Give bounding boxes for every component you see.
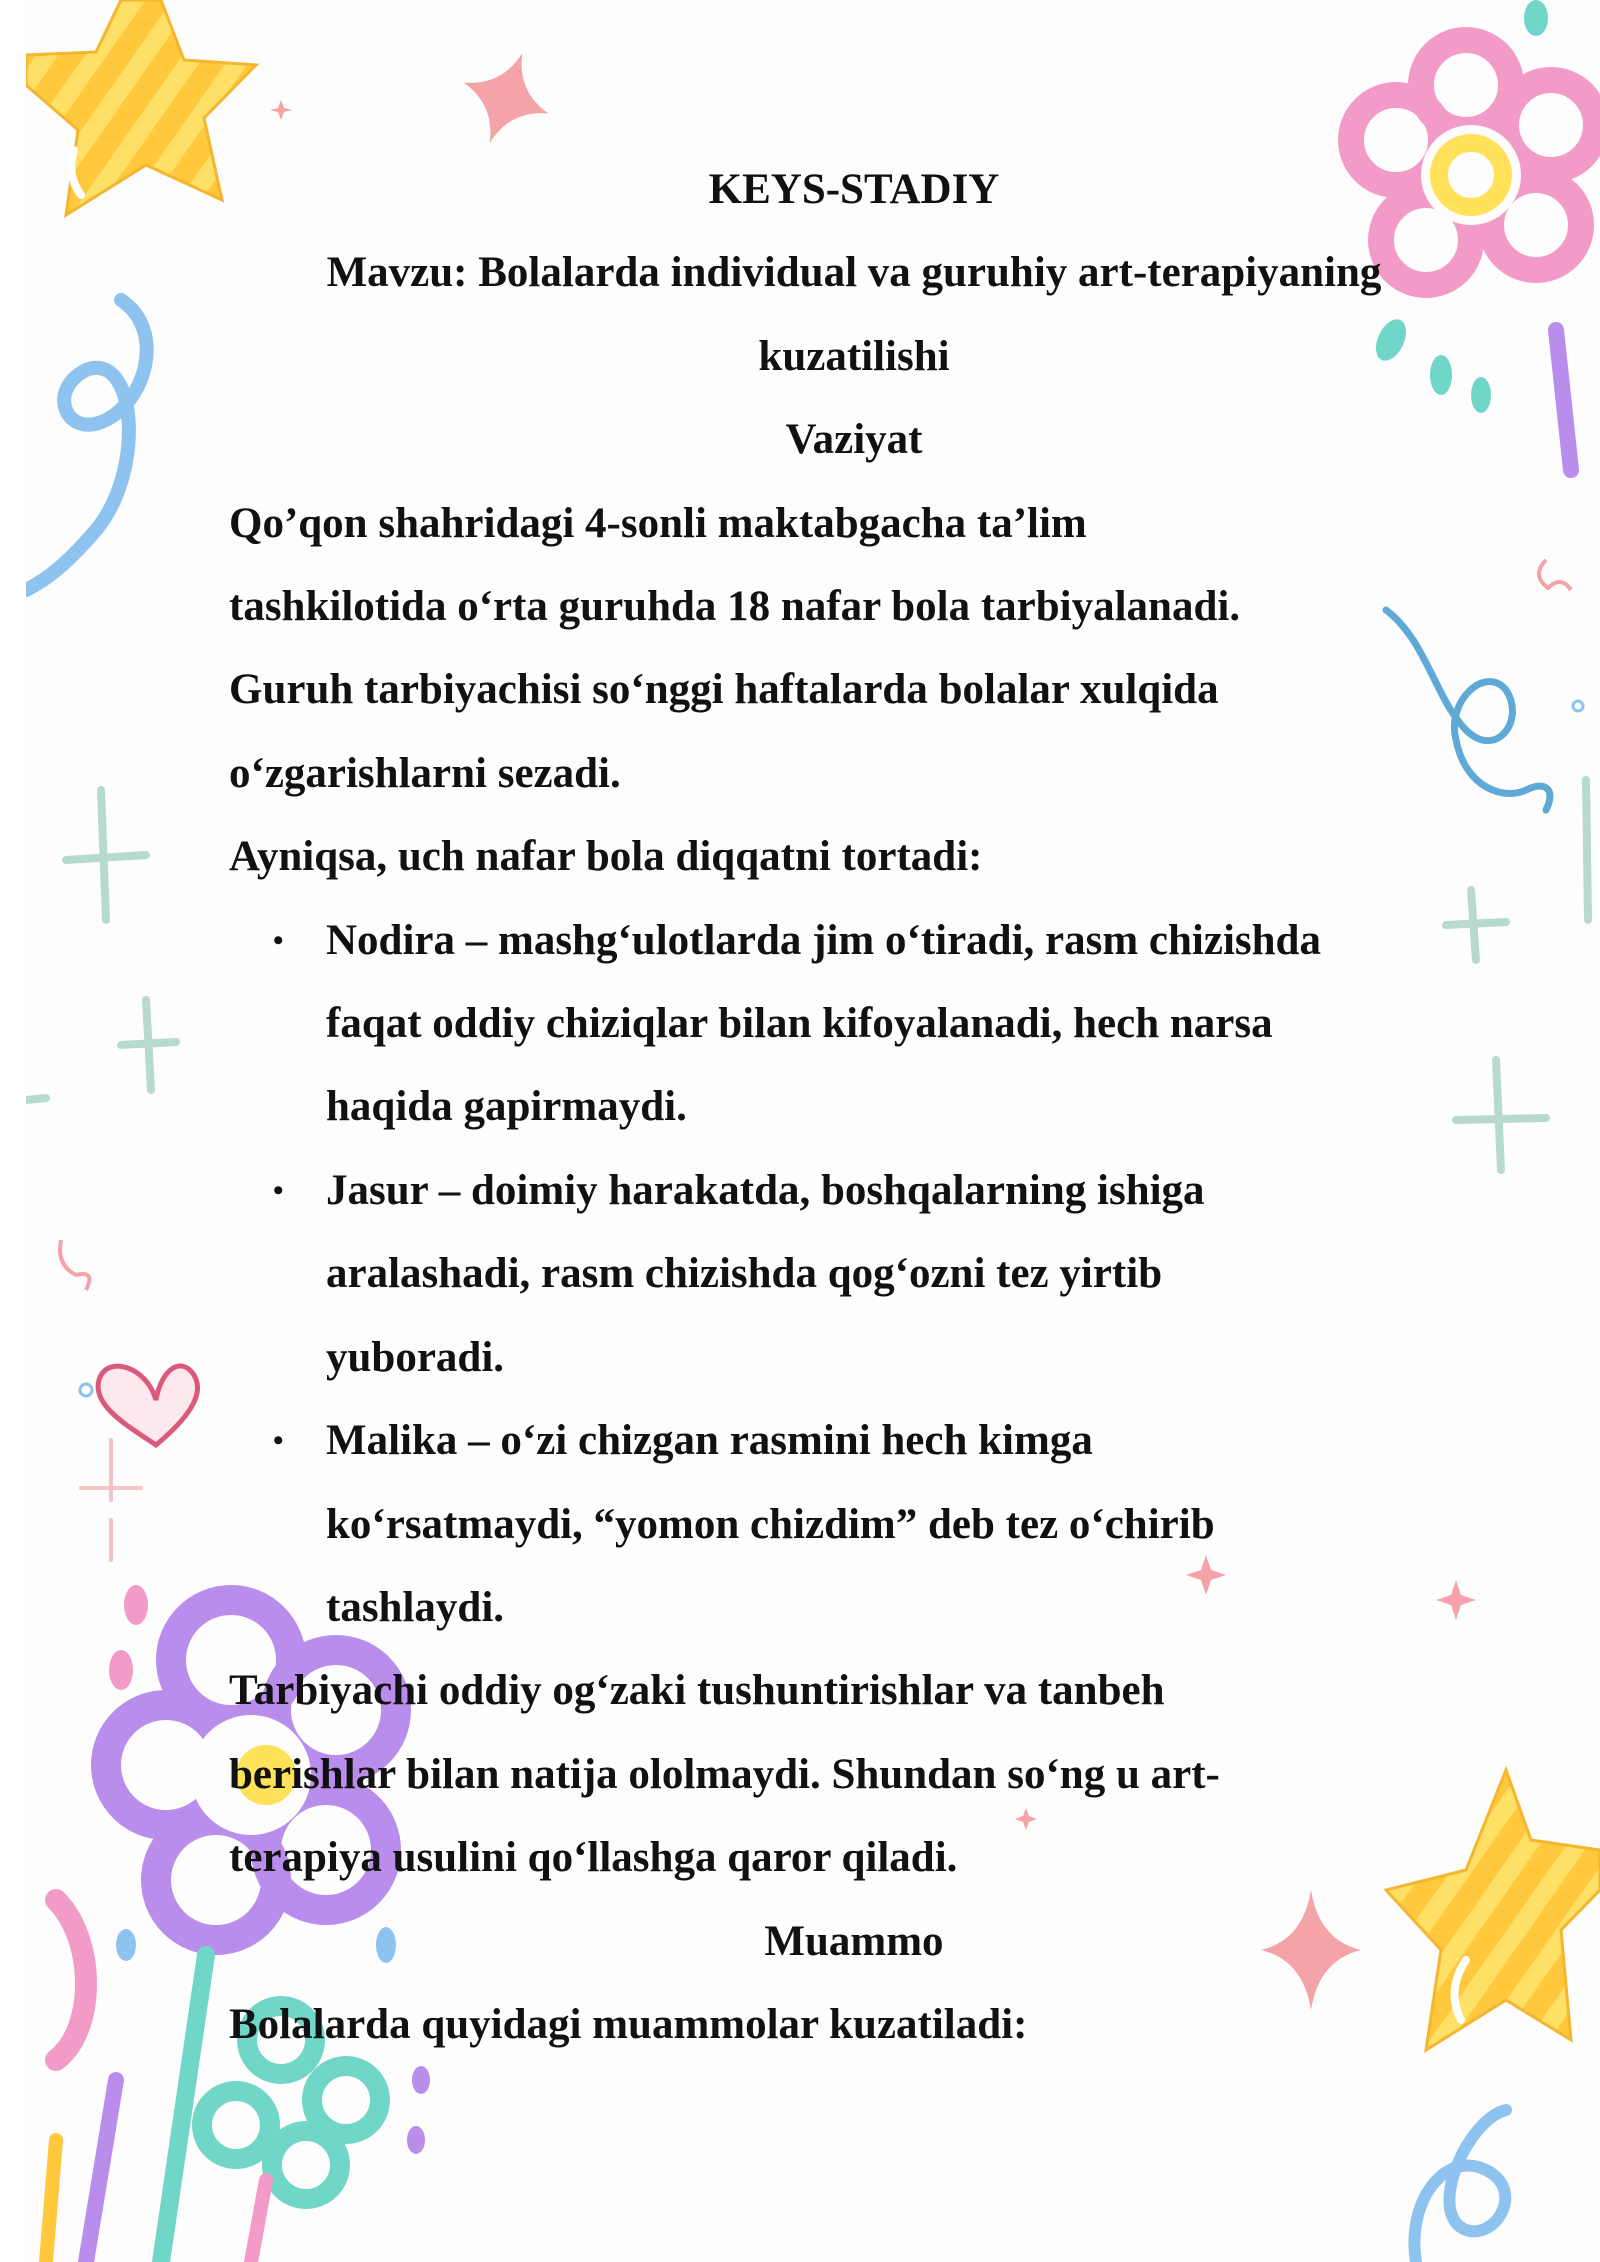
document-page <box>26 0 1600 2262</box>
list-item-nodira <box>326 899 1459 1149</box>
topic-line-2: kuzatilishi <box>758 332 950 380</box>
list-item-line: yuboradi. <box>326 1333 505 1381</box>
heart-icon <box>98 1366 197 1445</box>
document-title: KEYS-STADIY <box>708 166 1000 213</box>
list-item-malika <box>326 1399 1459 1649</box>
intro-line: Guruh tarbiyachisi so‘nggi haftalarda bolalar xulqida <box>229 666 1219 714</box>
list-item-jasur <box>326 1149 1459 1399</box>
list-item-line: haqida gapirmaydi. <box>326 1083 687 1131</box>
list-item-line: • Malika – o‘zi chizgan rasmini hech kimga <box>326 1417 1093 1465</box>
sparkle-icon <box>270 100 292 120</box>
conclusion-paragraph <box>229 1649 1459 1899</box>
list-item-line: faqat oddiy chiziqlar bilan kifoyalanadi, hech narsa <box>326 1000 1273 1048</box>
list-item-line: • Jasur – doimiy harakatda, boshqalarning ishiga <box>326 1166 1205 1214</box>
sparkle-icon <box>447 38 564 159</box>
ribbon-icon <box>26 300 147 590</box>
intro-paragraph <box>229 482 1459 816</box>
heading-problem: Muammo <box>764 1917 944 1965</box>
ribbon-icon <box>1414 2110 1506 2262</box>
conclusion-line: berishlar bilan natija ololmaydi. Shundan so‘ng u art- <box>229 1750 1220 1798</box>
star-icon <box>26 0 256 215</box>
intro-line: tashkilotida o‘rta guruhda 18 nafar bola tarbiyalanadi. <box>229 583 1241 631</box>
list-item-line: tashlaydi. <box>326 1583 505 1631</box>
list-item-line: ko‘rsatmaydi, “yomon chizdim” deb tez o‘chirib <box>326 1500 1215 1548</box>
document-content <box>229 148 1459 2066</box>
children-list <box>229 899 1459 1650</box>
intro-line: o‘zgarishlarni sezadi. <box>229 749 621 797</box>
attention-line: Ayniqsa, uch nafar bola diqqatni tortadi: <box>229 833 983 881</box>
problem-line: Bolalarda quyidagi muammolar kuzatiladi: <box>229 2000 1028 2048</box>
list-item-line: aralashadi, rasm chizishda qog‘ozni tez yirtib <box>326 1250 1163 1298</box>
heading-situation: Vaziyat <box>785 416 923 464</box>
intro-line: Qo’qon shahridagi 4-sonli maktabgacha ta’lim <box>229 499 1087 547</box>
list-item-line: • Nodira – mashg‘ulotlarda jim o‘tiradi, rasm chizishda <box>326 916 1321 964</box>
conclusion-line: terapiya usulini qo‘llashga qaror qiladi. <box>229 1834 958 1882</box>
topic-line-1: Mavzu: Bolalarda individual va guruhiy art-terapiyaning <box>326 249 1382 297</box>
conclusion-line: Tarbiyachi oddiy og‘zaki tushuntirishlar va tanbeh <box>229 1667 1165 1715</box>
